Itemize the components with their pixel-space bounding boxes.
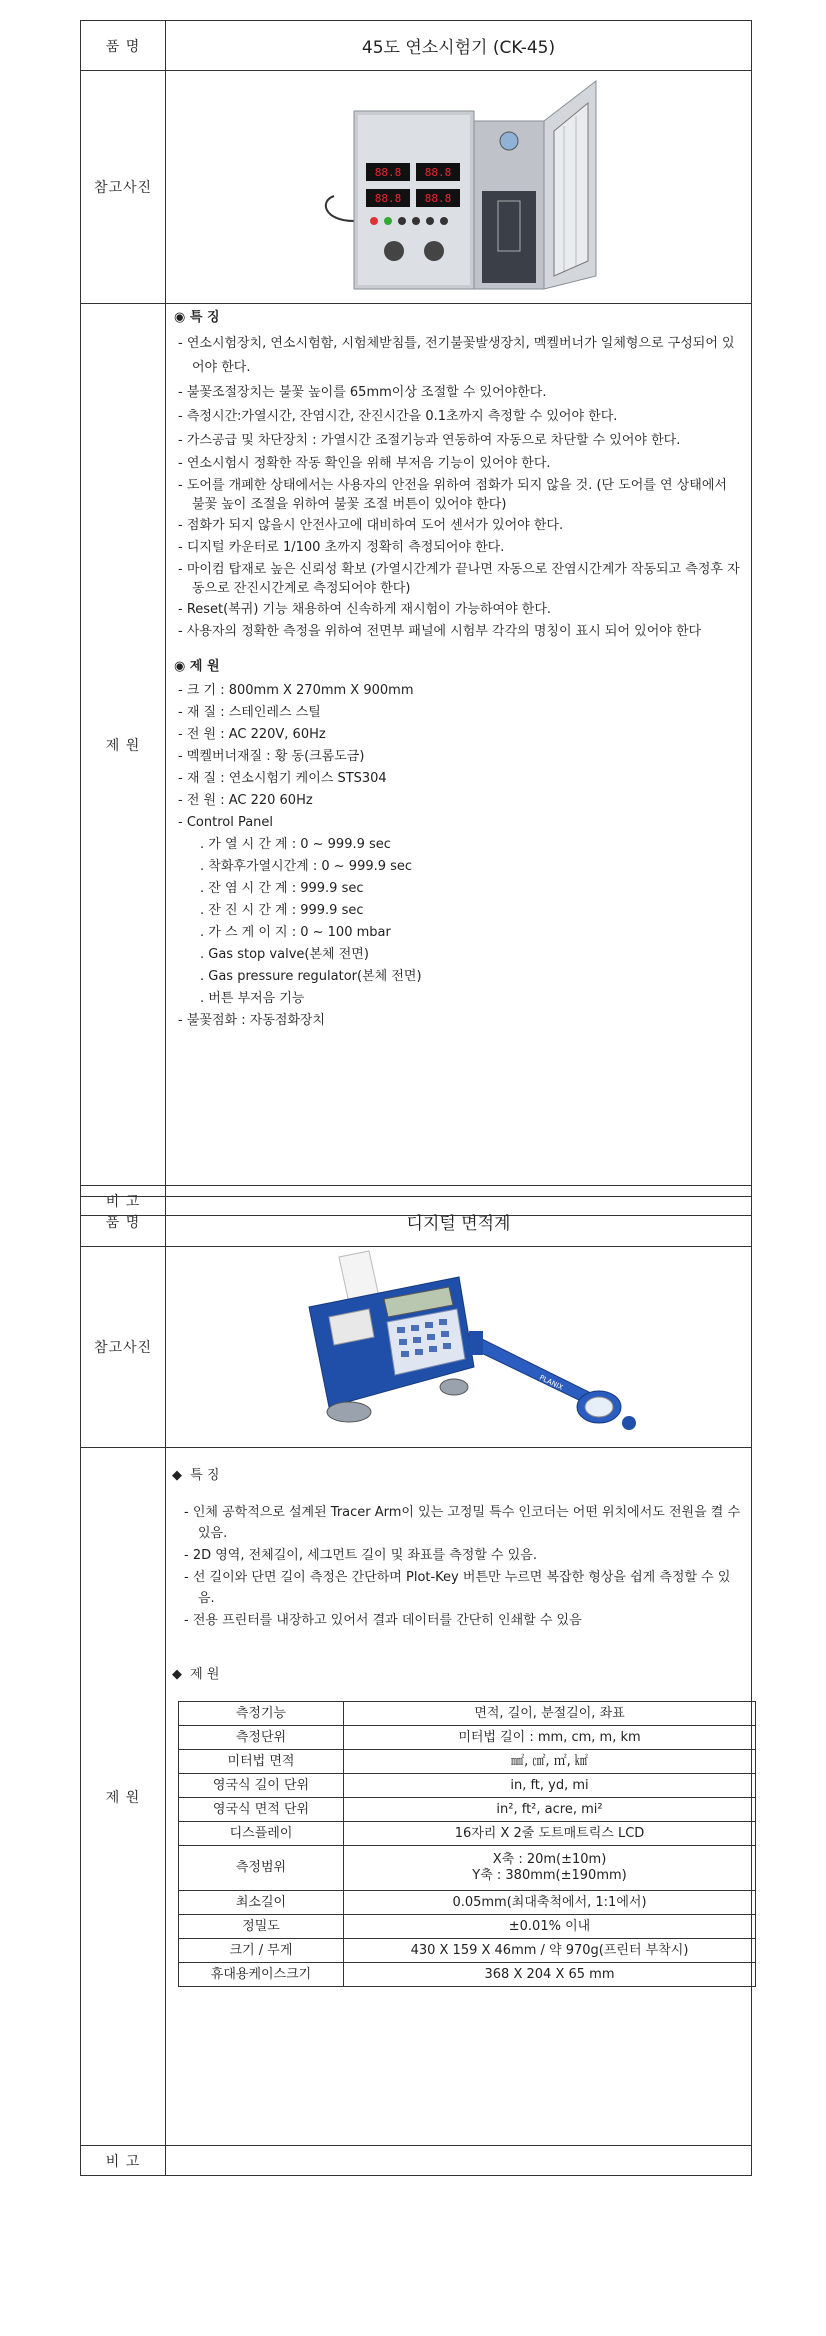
table-row [179,1774,756,1798]
spec-value: 16자리 X 2줄 도트매트릭스 LCD [344,1822,756,1846]
spec-value: in², ft², acre, mi² [344,1798,756,1822]
spec-key: 측정범위 [179,1846,344,1891]
spec-value: ㎟, ㎠, ㎡, ㎢ [344,1750,756,1774]
spec-value: 368 X 204 X 65 mm [344,1963,756,1987]
spec-key: 최소길이 [179,1891,344,1915]
feature-item: - 점화가 되지 않을시 안전사고에 대비하여 도어 센서가 있어야 한다. [178,518,564,533]
feature-item: - 인체 공학적으로 설계된 Tracer Arm이 있는 고정밀 특수 인코더는 어떤 위치에서도 전원을 켤 수 있음. [184,1505,741,1541]
spec-key: 디스플레이 [179,1822,344,1846]
spec-key: 측정기능 [179,1702,344,1726]
table-row [179,1963,756,1987]
readout-2: 88.8 [424,166,451,179]
control-item: . Gas stop valve(본체 전면) [200,947,369,962]
spec-value: in, ft, yd, mi [344,1774,756,1798]
control-panel-heading: - Control Panel [178,815,274,830]
features-heading [172,1468,741,1484]
table-row [179,1891,756,1915]
label-photo: 참고사진 [81,71,166,304]
spec-key: 영국식 길이 단위 [179,1774,344,1798]
spec-table [178,1701,756,1987]
spec-value: 430 X 159 X 46mm / 약 970g(프린터 부착시) [344,1939,756,1963]
spec-heading-label: 제 원 [190,1667,220,1682]
spec-item: - 재 질 : 스테인레스 스틸 [178,705,321,720]
control-item: . 착화후가열시간계 : 0 ~ 999.9 sec [200,859,413,874]
feature-item: - 디지털 카운터로 1/100 초까지 정확히 측정되어야 한다. [178,540,505,555]
diamond-icon: ◆ [172,1667,182,1682]
control-item: . 가 열 시 간 계 : 0 ~ 999.9 sec [200,837,391,852]
ignition-item: - 불꽃점화 : 자동점화장치 [178,1013,326,1028]
label-note: 비 고 [81,1186,166,1216]
features-heading-label: 특 징 [190,1468,220,1483]
product1-spec-cell [166,304,752,1186]
readout-4: 88.8 [424,192,451,205]
feature-item: - 연소시험시 정확한 작동 확인을 위해 부저음 기능이 있어야 한다. [178,456,551,471]
product2-spec-cell [166,1448,752,2146]
feature-item: - 사용자의 정확한 측정을 위하여 전면부 패널에 시험부 각각의 명칭이 표시 되어 있어야 한다 [178,624,702,639]
table-row [179,1750,756,1774]
feature-item: - 2D 영역, 전체길이, 세그먼트 길이 및 좌표를 측정할 수 있음. [184,1548,537,1563]
spec-key: 영국식 면적 단위 [179,1798,344,1822]
spec-item: - 크 기 : 800mm X 270mm X 900mm [178,683,414,698]
readout-1: 88.8 [374,166,401,179]
feature-item: - 전용 프린터를 내장하고 있어서 결과 데이터를 간단히 인쇄할 수 있음 [184,1613,582,1628]
control-item: . 가 스 게 이 지 : 0 ~ 100 mbar [200,925,391,940]
control-item: . 버튼 부저음 기능 [200,991,305,1006]
table-row [179,1726,756,1750]
device-brand: PLANIX [537,1373,564,1392]
label-spec: 제 원 [81,1448,166,2146]
table-row [179,1846,756,1891]
product1-title: 45도 연소시험기 (CK-45) [166,21,752,71]
spec-key: 정밀도 [179,1915,344,1939]
product2-note [166,2146,752,2176]
spec-item: - 전 원 : AC 220V, 60Hz [178,727,326,742]
label-note: 비 고 [81,2146,166,2176]
feature-item: - 선 길이와 단면 길이 측정은 간단하며 Plot-Key 버튼만 누르면 복잡한 형상을 쉽게 측정할 수 있음. [184,1570,731,1606]
product1-photo-cell [166,71,752,304]
product2-photo-cell [166,1247,752,1448]
product1-table [80,20,752,1216]
spec-key: 크기 / 무게 [179,1939,344,1963]
range-x: X축 : 20m(±10m) [492,1852,607,1867]
spec-key: 미터법 면적 [179,1750,344,1774]
control-item: . Gas pressure regulator(본체 전면) [200,969,422,984]
spec-item: - 전 원 : AC 220 60Hz [178,793,313,808]
label-photo: 참고사진 [81,1247,166,1448]
spec-value: 면적, 길이, 분절길이, 좌표 [344,1702,756,1726]
feature-item: - 측정시간:가열시간, 잔염시간, 잔진시간을 0.1초까지 측정할 수 있어야 한다. [178,409,618,424]
readout-3: 88.8 [374,192,401,205]
table-row [179,1915,756,1939]
features-heading: ◉ 특 징 [174,310,220,325]
spec-heading [172,1667,741,1683]
spec-value: 0.05mm(최대축척에서, 1:1에서) [344,1891,756,1915]
spec-item: - 멕켈버너재질 : 황 동(크롬도금) [178,749,365,764]
feature-item: - Reset(복귀) 기능 채용하여 신속하게 재시험이 가능하여야 한다. [178,602,552,617]
feature-item: - 불꽃조절장치는 불꽃 높이를 65mm이상 조절할 수 있어야한다. [178,385,547,400]
product2-table [80,1196,752,2176]
spec-value [344,1846,756,1891]
table-row [179,1822,756,1846]
diamond-icon: ◆ [172,1468,182,1483]
control-item: . 잔 진 시 간 계 : 999.9 sec [200,903,364,918]
feature-item: - 연소시험장치, 연소시험함, 시험체받침틀, 전기불꽃발생장치, 멕켈버너가 일체형으로 구성되어 있어야 한다. [178,336,735,375]
planimeter-photo [269,1247,649,1443]
range-y: Y축 : 380mm(±190mm) [472,1868,627,1883]
spec-key: 측정단위 [179,1726,344,1750]
spec-item: - 재 질 : 연소시험기 케이스 STS304 [178,771,387,786]
spec-key: 휴대용케이스크기 [179,1963,344,1987]
label-name: 품 명 [81,1197,166,1247]
flame-tester-photo [314,71,604,299]
spec-value: 미터법 길이 : mm, cm, m, km [344,1726,756,1750]
feature-item: - 마이컴 탑재로 높은 신뢰성 확보 (가열시간계가 끝나면 자동으로 잔염시간계가 작동되고 측정후 자동으로 잔진시간계로 측정되어야 한다) [178,562,740,596]
spec-value: ±0.01% 이내 [344,1915,756,1939]
product2-title: 디지털 면적계 [166,1197,752,1247]
table-row [179,1702,756,1726]
spec-heading: ◉ 제 원 [174,659,220,674]
label-spec: 제 원 [81,304,166,1186]
table-row [179,1798,756,1822]
label-name: 품 명 [81,21,166,71]
feature-item: - 가스공급 및 차단장치 : 가열시간 조절기능과 연동하여 자동으로 차단할 수 있어야 한다. [178,433,681,448]
table-row [179,1939,756,1963]
control-item: . 잔 염 시 간 계 : 999.9 sec [200,881,364,896]
feature-item: - 도어를 개폐한 상태에서는 사용자의 안전을 위하여 점화가 되지 않을 것. (단 도어를 연 상태에서 불꽃 높이 조절을 위하여 불꽃 조절 버튼이 있어야 한다) [178,478,727,512]
